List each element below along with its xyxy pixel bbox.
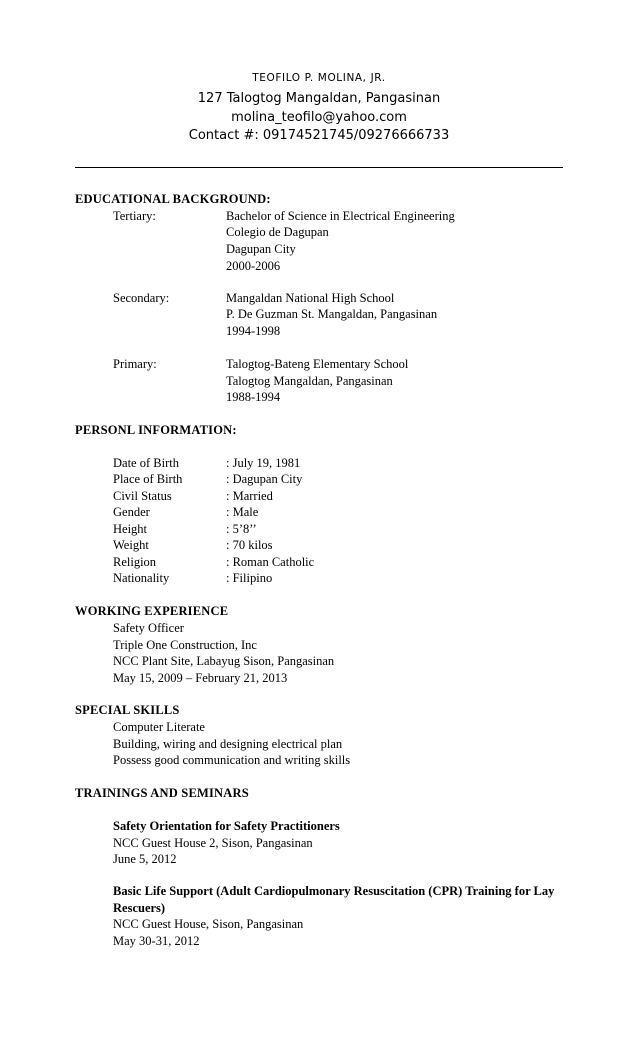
skill-item: Computer Literate — [113, 720, 205, 734]
skills-heading: SPECIAL SKILLS — [75, 703, 180, 717]
personal-heading: PERSONL INFORMATION: — [75, 423, 237, 437]
work-heading: WORKING EXPERIENCE — [75, 604, 229, 618]
tertiary-school: Colegio de Dagupan — [226, 225, 329, 239]
training-title: Basic Life Support (Adult Cardiopulmonary Resuscitation (CPR) Training for Lay — [113, 884, 555, 898]
personal-value: : 70 kilos — [226, 538, 273, 552]
training-date: May 30-31, 2012 — [113, 934, 200, 948]
work-company: Triple One Construction, Inc — [113, 638, 257, 652]
education-tertiary-label: Tertiary: — [113, 209, 156, 223]
personal-value: : Married — [226, 489, 273, 503]
personal-label: Nationality — [113, 571, 170, 585]
personal-value: : Dagupan City — [226, 472, 303, 486]
trainings-heading: TRAININGS AND SEMINARS — [75, 786, 249, 800]
secondary-school: Mangaldan National High School — [226, 291, 395, 305]
applicant-name: TEOFILO P. MOLINA, JR. — [252, 72, 386, 84]
personal-label: Height — [113, 522, 148, 536]
personal-label: Place of Birth — [113, 472, 183, 486]
primary-school: Talogtog-Bateng Elementary School — [226, 357, 409, 371]
personal-label: Gender — [113, 505, 150, 519]
training-venue: NCC Guest House 2, Sison, Pangasinan — [113, 836, 313, 850]
work-period: May 15, 2009 – February 21, 2013 — [113, 671, 288, 685]
training-title: Safety Orientation for Safety Practitioners — [113, 819, 340, 833]
secondary-location: P. De Guzman St. Mangaldan, Pangasinan — [226, 307, 438, 321]
personal-value: : 5’8’’ — [226, 522, 257, 536]
primary-years: 1988-1994 — [226, 390, 281, 404]
applicant-email: molina_teofilo@yahoo.com — [231, 110, 407, 125]
personal-label: Civil Status — [113, 489, 172, 503]
tertiary-years: 2000-2006 — [226, 259, 281, 273]
education-secondary-label: Secondary: — [113, 291, 170, 305]
header-divider — [75, 167, 563, 168]
secondary-years: 1994-1998 — [226, 324, 281, 338]
skill-item: Possess good communication and writing skills — [113, 753, 351, 767]
education-heading: EDUCATIONAL BACKGROUND: — [75, 192, 271, 206]
personal-value: : Roman Catholic — [226, 555, 315, 569]
work-position: Safety Officer — [113, 621, 184, 635]
training-date: June 5, 2012 — [113, 852, 177, 866]
personal-value: : July 19, 1981 — [226, 456, 301, 470]
applicant-address: 127 Talogtog Mangaldan, Pangasinan — [197, 91, 441, 106]
training-venue: NCC Guest House, Sison, Pangasinan — [113, 917, 304, 931]
training-title-continued: Rescuers) — [113, 901, 166, 915]
tertiary-degree: Bachelor of Science in Electrical Engineering — [226, 209, 455, 223]
education-primary-label: Primary: — [113, 357, 157, 371]
tertiary-location: Dagupan City — [226, 242, 296, 256]
skill-item: Building, wiring and designing electrical plan — [113, 737, 343, 751]
personal-label: Weight — [113, 538, 149, 552]
personal-label: Date of Birth — [113, 456, 179, 470]
personal-value: : Male — [226, 505, 259, 519]
primary-location: Talogtog Mangaldan, Pangasinan — [226, 374, 393, 388]
personal-value: : Filipino — [226, 571, 273, 585]
applicant-contact: Contact #: 09174521745/09276666733 — [188, 128, 450, 143]
personal-label: Religion — [113, 555, 157, 569]
work-site: NCC Plant Site, Labayug Sison, Pangasinan — [113, 654, 335, 668]
